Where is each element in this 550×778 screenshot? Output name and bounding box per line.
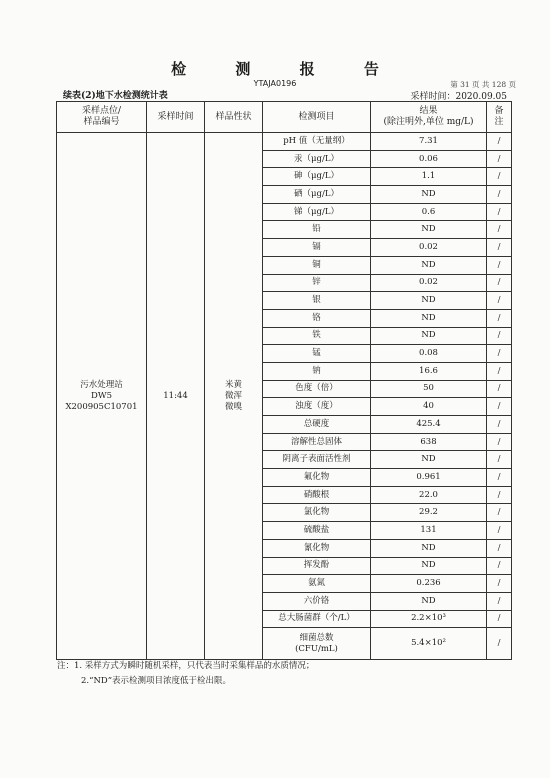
- item-cell: [263, 628, 371, 660]
- result-cell: ND: [371, 557, 487, 575]
- remark-cell: /: [487, 274, 512, 292]
- table-header-row: [57, 102, 512, 133]
- header-time: 采样时间: [147, 102, 205, 133]
- sample-nature-line1: 米黄: [224, 379, 242, 390]
- item-cell: 汞（μg/L）: [263, 150, 371, 168]
- remark-cell: /: [487, 327, 512, 345]
- remark-cell: /: [487, 345, 512, 363]
- item-item-line2: (CFU/mL): [295, 643, 338, 654]
- item-cell: 铬: [263, 309, 371, 327]
- sampling-time: 采样时间：2020.09.05: [410, 92, 507, 102]
- item-cell: 氨氮: [263, 575, 371, 593]
- remark-cell: /: [487, 433, 512, 451]
- item-item-line1: 细菌总数: [299, 632, 334, 643]
- header-remark-line1: 备: [494, 106, 504, 116]
- remark-cell: /: [487, 504, 512, 522]
- result-cell: 0.02: [371, 239, 487, 257]
- remark-cell: /: [487, 256, 512, 274]
- item-cell: 浊度（度）: [263, 398, 371, 416]
- header-location: [57, 102, 147, 133]
- result-cell: ND: [371, 292, 487, 310]
- remark-cell: /: [487, 486, 512, 504]
- remark-cell: /: [487, 451, 512, 469]
- item-cell: 硝酸根: [263, 486, 371, 504]
- note-line-1: 注：1. 采样方式为瞬时随机采样，只代表当时采集样品的水质情况；: [57, 661, 315, 671]
- results-table: [56, 101, 512, 660]
- remark-cell: /: [487, 628, 512, 660]
- remark-cell: /: [487, 522, 512, 540]
- result-cell: ND: [371, 539, 487, 557]
- remark-cell: /: [487, 309, 512, 327]
- sample-nature-line2: 微浑: [224, 390, 242, 401]
- header-location-line1: 采样点位/: [81, 106, 122, 116]
- result-cell: 0.961: [371, 469, 487, 487]
- result-cell: 5.4×10²: [371, 628, 487, 660]
- sample-location-line2: DW5: [91, 390, 112, 401]
- item-cell: 色度（倍）: [263, 380, 371, 398]
- result-cell: 16.6: [371, 362, 487, 380]
- sample-nature-cell: [205, 133, 263, 660]
- result-cell: 131: [371, 522, 487, 540]
- sample-location-cell: [57, 133, 147, 660]
- result-cell: ND: [371, 451, 487, 469]
- item-cell: 氟化物: [263, 469, 371, 487]
- item-cell: 银: [263, 292, 371, 310]
- header-remark: [487, 102, 512, 133]
- result-cell: 50: [371, 380, 487, 398]
- item-cell: 镉: [263, 239, 371, 257]
- result-cell: ND: [371, 327, 487, 345]
- item-cell: 总硬度: [263, 416, 371, 434]
- item-cell: 阴离子表面活性剂: [263, 451, 371, 469]
- result-cell: 0.6: [371, 203, 487, 221]
- result-cell: 0.06: [371, 150, 487, 168]
- item-cell: 锑（μg/L）: [263, 203, 371, 221]
- result-cell: 2.2×10³: [371, 610, 487, 628]
- result-cell: 7.31: [371, 133, 487, 151]
- item-cell: 硒（μg/L）: [263, 186, 371, 204]
- result-cell: 425.4: [371, 416, 487, 434]
- remark-cell: /: [487, 610, 512, 628]
- page-info: 第 31 页 共 128 页: [450, 80, 516, 89]
- remark-cell: /: [487, 362, 512, 380]
- remark-cell: /: [487, 469, 512, 487]
- item-cell: 锰: [263, 345, 371, 363]
- result-cell: 22.0: [371, 486, 487, 504]
- remark-cell: /: [487, 575, 512, 593]
- sample-location-line3: X200905C10701: [65, 401, 138, 412]
- item-cell: 氰化物: [263, 539, 371, 557]
- remark-cell: /: [487, 398, 512, 416]
- result-cell: 0.02: [371, 274, 487, 292]
- item-cell: 铅: [263, 221, 371, 239]
- result-cell: 638: [371, 433, 487, 451]
- result-cell: 1.1: [371, 168, 487, 186]
- remark-cell: /: [487, 292, 512, 310]
- table-subtitle: 续表(2)地下水检测统计表: [63, 91, 168, 101]
- remark-cell: /: [487, 133, 512, 151]
- header-result-line2: (除注明外,单位 mg/L): [383, 117, 474, 127]
- header-remark-line2: 注: [494, 117, 504, 127]
- notes: [57, 659, 314, 689]
- result-cell: ND: [371, 186, 487, 204]
- remark-cell: /: [487, 221, 512, 239]
- item-cell: 硫酸盐: [263, 522, 371, 540]
- remark-cell: /: [487, 416, 512, 434]
- remark-cell: /: [487, 539, 512, 557]
- remark-cell: /: [487, 592, 512, 610]
- result-cell: ND: [371, 256, 487, 274]
- result-cell: ND: [371, 592, 487, 610]
- item-cell: pH 值（无量纲）: [263, 133, 371, 151]
- remark-cell: /: [487, 168, 512, 186]
- result-cell: 0.08: [371, 345, 487, 363]
- sample-location-line1: 污水处理站: [80, 379, 123, 390]
- item-cell: 铜: [263, 256, 371, 274]
- header-result-line1: 结果: [419, 106, 438, 116]
- remark-cell: /: [487, 203, 512, 221]
- item-cell: 铁: [263, 327, 371, 345]
- sample-nature-line3: 微嗅: [224, 401, 242, 412]
- header-nature: 样品性状: [205, 102, 263, 133]
- result-cell: 0.236: [371, 575, 487, 593]
- header-result: [371, 102, 487, 133]
- item-cell: 溶解性总固体: [263, 433, 371, 451]
- remark-cell: /: [487, 380, 512, 398]
- table-row: [57, 133, 512, 151]
- remark-cell: /: [487, 186, 512, 204]
- remark-cell: /: [487, 150, 512, 168]
- result-cell: 29.2: [371, 504, 487, 522]
- item-cell: 总大肠菌群（个/L）: [263, 610, 371, 628]
- result-cell: ND: [371, 309, 487, 327]
- report-code: YTAJA0196: [253, 79, 297, 88]
- remark-cell: /: [487, 239, 512, 257]
- header-location-line2: 样品编号: [83, 117, 120, 127]
- item-cell: 挥发酚: [263, 557, 371, 575]
- sample-time-cell: 11:44: [147, 133, 205, 660]
- item-cell: 砷（μg/L）: [263, 168, 371, 186]
- item-cell: 六价铬: [263, 592, 371, 610]
- header-item: 检测项目: [263, 102, 371, 133]
- item-cell: 氯化物: [263, 504, 371, 522]
- note-line-2: 2.“ND”表示检测项目浓度低于检出限。: [81, 676, 232, 686]
- result-cell: 40: [371, 398, 487, 416]
- remark-cell: /: [487, 557, 512, 575]
- item-cell: 钠: [263, 362, 371, 380]
- item-cell: 锌: [263, 274, 371, 292]
- report-title: 检 测 报 告: [171, 60, 401, 78]
- result-cell: ND: [371, 221, 487, 239]
